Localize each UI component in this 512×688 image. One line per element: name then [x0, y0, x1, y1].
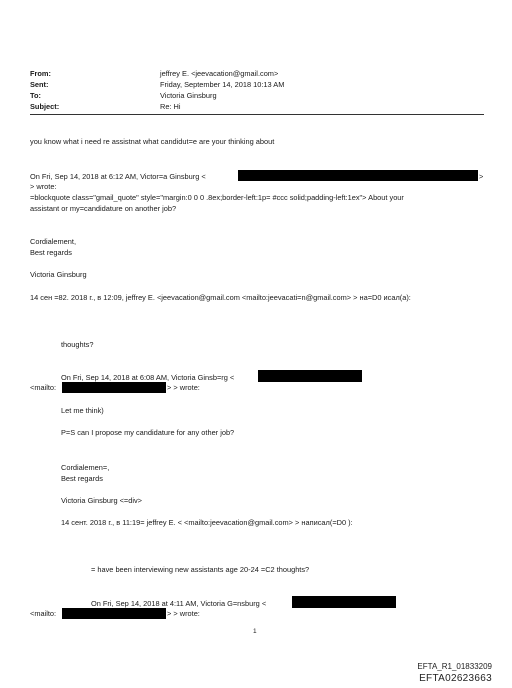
- body-line-11: On Fri, Sep 14, 2018 at 6:08 AM, Victoria Ginsb=rg <: [61, 373, 235, 382]
- body-line-19: = have been interviewing new assistants age 20-24 =C2 thoughts?: [91, 565, 310, 574]
- redaction-box: [292, 596, 396, 608]
- regards-line: Best regards: [30, 248, 72, 257]
- to-value: Victoria Ginsburg: [160, 91, 217, 100]
- body-line-20: On Fri, Sep 14, 2018 at 4:11 AM, Victoria G=nsburg <: [91, 599, 267, 608]
- redaction-box: [62, 382, 166, 393]
- body-line-3: > wrote:: [30, 182, 57, 191]
- body-line-21-end: > > wrote:: [167, 609, 200, 618]
- signature-name: Victoria Ginsburg: [30, 270, 87, 279]
- body-line-5: assistant or my=candidature on another job?: [30, 204, 177, 213]
- bates-ref-1: EFTA_R1_01833209: [417, 662, 492, 671]
- header-divider: [30, 114, 484, 115]
- body-line-14: P=S can I propose my candidature for any other job?: [61, 428, 235, 437]
- signoff-line: Cordialement,: [30, 237, 77, 246]
- redaction-box: [258, 370, 362, 382]
- subject-value: Re: Hi: [160, 102, 181, 111]
- regards-line: Best regards: [61, 474, 103, 483]
- body-line-4: =blockquote class="gmail_quote" style="margin:0 0 0 .8ex;border-left:1p= #ccc solid;padding-left:1ex"> About your: [30, 193, 404, 202]
- body-line-2-end: >: [479, 172, 484, 181]
- from-label: From:: [30, 69, 51, 78]
- redaction-box: [238, 170, 478, 181]
- bates-ref-2: EFTA02623663: [419, 673, 492, 684]
- quoted-header: 14 сен =82. 2018 г., в 12:09, jeffrey E. <jeevacation@gmail.com <mailto:jeevacati=n@gmail.com> > на=D0 исал(а):: [30, 293, 411, 302]
- body-line-13: Let me think): [61, 406, 104, 415]
- mailto-label: <mailto:: [30, 383, 57, 392]
- mailto-label: <mailto:: [30, 609, 57, 618]
- body-line-2: On Fri, Sep 14, 2018 at 6:12 AM, Victor=a Ginsburg <: [30, 172, 206, 181]
- signoff-line: Cordialemen=,: [61, 463, 110, 472]
- body-line-10: thoughts?: [61, 340, 94, 349]
- sent-value: Friday, September 14, 2018 10:13 AM: [160, 80, 285, 89]
- from-value: jeffrey E. <jeevacation@gmail.com>: [160, 69, 279, 78]
- body-line-12-end: > > wrote:: [167, 383, 200, 392]
- subject-label: Subject:: [30, 102, 60, 111]
- signature-name: Victoria Ginsburg <=div>: [61, 496, 143, 505]
- to-label: To:: [30, 91, 41, 100]
- redaction-box: [62, 608, 166, 619]
- quoted-header: 14 сент. 2018 г., в 11:19= jeffrey E. < <mailto:jeevacation@gmail.com> > написал(=D0 ):: [61, 518, 353, 527]
- page-number: 1: [253, 628, 257, 635]
- sent-label: Sent:: [30, 80, 49, 89]
- body-line-1: you know what i need re assistnat what candidut=e are your thinking about: [30, 137, 275, 146]
